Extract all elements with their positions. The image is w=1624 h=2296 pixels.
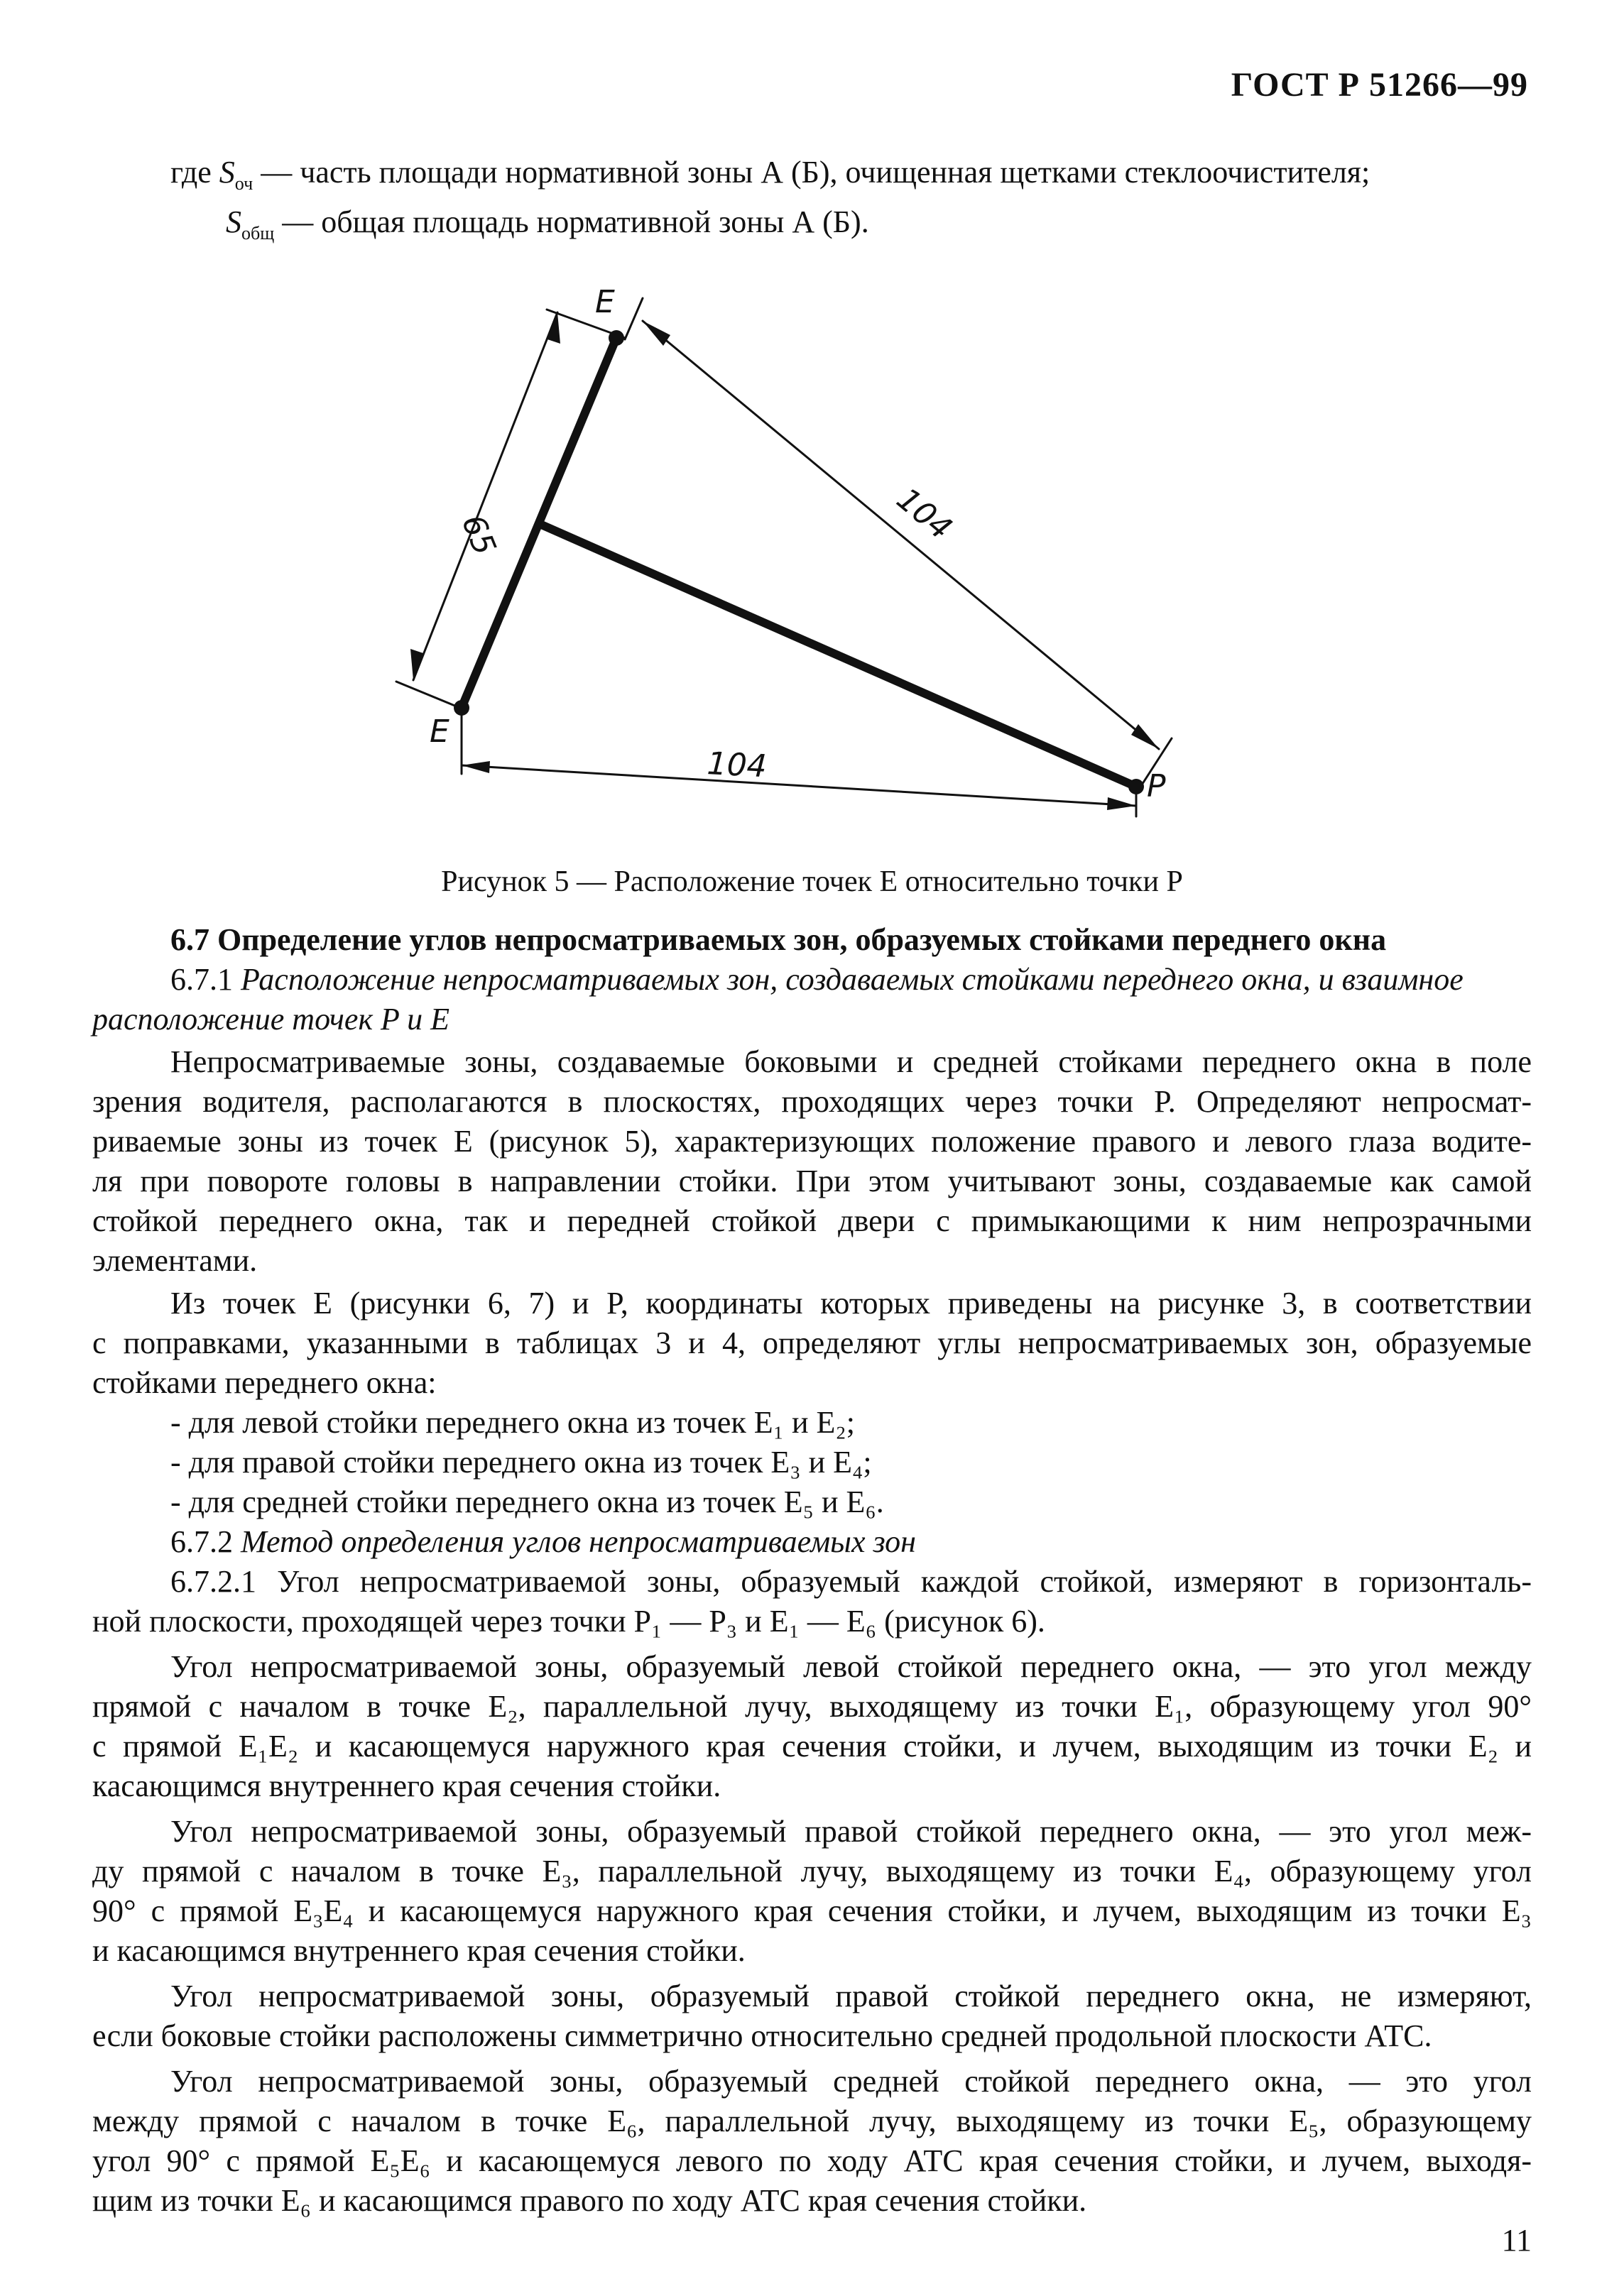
definition-text: — часть площади нормативной зоны А (Б), очищенная щетками стеклоочистителя;	[253, 155, 1370, 190]
list-item: - для левой стойки переднего окна из точек E₁ и E₂;	[170, 1405, 855, 1440]
label-e-top: E	[595, 284, 615, 320]
definition-prefix: где	[170, 155, 219, 190]
figure-caption: Рисунок 5 — Расположение точек E относительно точки P	[441, 865, 1183, 898]
point-e-top	[609, 330, 624, 346]
arrowhead	[1107, 797, 1136, 810]
paragraph-line: риваемые зоны из точек E (рисунок 5), характеризующих положение правого и левого глаза водите-	[92, 1124, 1532, 1159]
paragraph-line: между прямой с началом в точке E₆, параллельной лучу, выходящему из точки E₅, образующему	[92, 2104, 1532, 2138]
paragraph-line: 6.7.2.1 Угол непросматриваемой зоны, образуемый каждой стойкой, измеряют в горизонталь-	[170, 1564, 1532, 1599]
subsection-title: Метод определения углов непросматриваемых зон	[241, 1524, 916, 1559]
paragraph-line: стойками переднего окна:	[92, 1365, 437, 1400]
dimension-line-104-bottom	[462, 765, 1136, 806]
figure-5-diagram	[0, 0, 1624, 838]
label-e-bottom: E	[430, 714, 449, 750]
section-heading: 6.7 Определение углов непросматриваемых зон, образуемых стойками переднего окна	[170, 922, 1387, 957]
subsection-6-7-2	[170, 1522, 1532, 1562]
paragraph-line: с поправками, указанными в таблицах 3 и 4, определяют углы непросматриваемых зон, образуемые	[92, 1325, 1532, 1360]
point-e-bottom	[454, 700, 469, 716]
subsection-number: 6.7.2	[170, 1524, 241, 1559]
arrowhead	[547, 312, 560, 344]
paragraph-line: Из точек E (рисунки 6, 7) и P, координаты которых приведены на рисунке 3, в соответствии	[170, 1286, 1532, 1321]
paragraph-line: зрения водителя, располагаются в плоскостях, проходящих через точки P. Определяют непросмат-	[92, 1084, 1532, 1119]
paragraph-line: 90° с прямой E₃E₄ и касающемуся наружного края сечения стойки, и лучем, выходящим из точки E₃	[92, 1893, 1532, 1928]
arrowhead	[1131, 724, 1159, 749]
paragraph-line: щим из точки E₆ и касающимся правого по ходу АТС края сечения стойки.	[92, 2183, 1087, 2218]
paragraph-line: и касающимся внутреннего края сечения стойки.	[92, 1933, 746, 1968]
paragraph-line: угол 90° с прямой E₅E₆ и касающемуся левого по ходу АТС края сечения стойки, и лучем, выходя-	[92, 2143, 1532, 2178]
label-dim-104-bottom: 104	[706, 745, 768, 785]
definition-text: — общая площадь нормативной зоны А (Б).	[274, 204, 869, 239]
extension-line	[625, 298, 643, 339]
label-dim-65: 65	[454, 510, 503, 561]
dimension-line-65	[413, 312, 557, 680]
subsection-6-7-1	[170, 960, 1532, 1000]
paragraph-line: с прямой E₁E₂ и касающемуся наружного края сечения стойки, и лучем, выходящим из точки E₂ и	[92, 1729, 1532, 1764]
label-p: P	[1147, 768, 1166, 804]
symbol-sub: общ	[241, 223, 275, 244]
paragraph-line: касающимся внутреннего края сечения стойки.	[92, 1769, 721, 1803]
symbol-s: S	[219, 155, 235, 190]
paragraph-line: стойкой переднего окна, так и передней стойкой двери с примыкающими к ним непрозрачными	[92, 1203, 1532, 1238]
list-item: - для средней стойки переднего окна из точек E₅ и E₆.	[170, 1485, 884, 1519]
label-dim-104-slant: 104	[889, 481, 959, 547]
paragraph-line: элементами.	[92, 1243, 258, 1278]
paragraph-line: ду прямой с началом в точке E₃, параллельной лучу, выходящему из точки E₄, образующему угол	[92, 1854, 1532, 1888]
subsection-title-cont: расположение точек P и E	[92, 1002, 449, 1037]
arrowhead	[643, 321, 670, 346]
subsection-title: Расположение непросматриваемых зон, создаваемых стойками переднего окна, и взаимное	[241, 962, 1464, 997]
paragraph-line: ной плоскости, проходящей через точки P₁ — P₃ и E₁ — E₆ (рисунок 6).	[92, 1604, 1045, 1639]
list-item: - для правой стойки переднего окна из точек E₃ и E₄;	[170, 1445, 872, 1480]
paragraph-line: Угол непросматриваемой зоны, образуемый правой стойкой переднего окна, — это угол меж-	[170, 1814, 1532, 1849]
symbol-s: S	[226, 204, 241, 239]
point-p	[1128, 779, 1144, 794]
paragraph-line: ля при повороте головы в направлении стойки. При этом учитывают зоны, создаваемые как самой	[92, 1164, 1532, 1198]
paragraph-line: Непросматриваемые зоны, создаваемые боковыми и средней стойками переднего окна в поле	[170, 1044, 1532, 1079]
document-header: ГОСТ Р 51266—99	[1231, 66, 1528, 104]
arrowhead	[410, 649, 423, 680]
subsection-number: 6.7.1	[170, 962, 241, 997]
page-number: 11	[1501, 2223, 1532, 2258]
paragraph-line: Угол непросматриваемой зоны, образуемый правой стойкой переднего окна, не измеряют,	[170, 1979, 1532, 2013]
paragraph-line: если боковые стойки расположены симметрично относительно средней продольной плоскости АТС.	[92, 2018, 1432, 2053]
arrowhead	[462, 761, 490, 773]
symbol-sub: оч	[234, 173, 254, 194]
paragraph-line: Угол непросматриваемой зоны, образуемый средней стойкой переднего окна, — это угол	[170, 2064, 1532, 2099]
paragraph-line: прямой с началом в точке E₂, параллельной лучу, выходящему из точки E₁, образующему угол 90°	[92, 1689, 1532, 1724]
paragraph-line: Угол непросматриваемой зоны, образуемый левой стойкой переднего окна, — это угол между	[170, 1649, 1532, 1684]
